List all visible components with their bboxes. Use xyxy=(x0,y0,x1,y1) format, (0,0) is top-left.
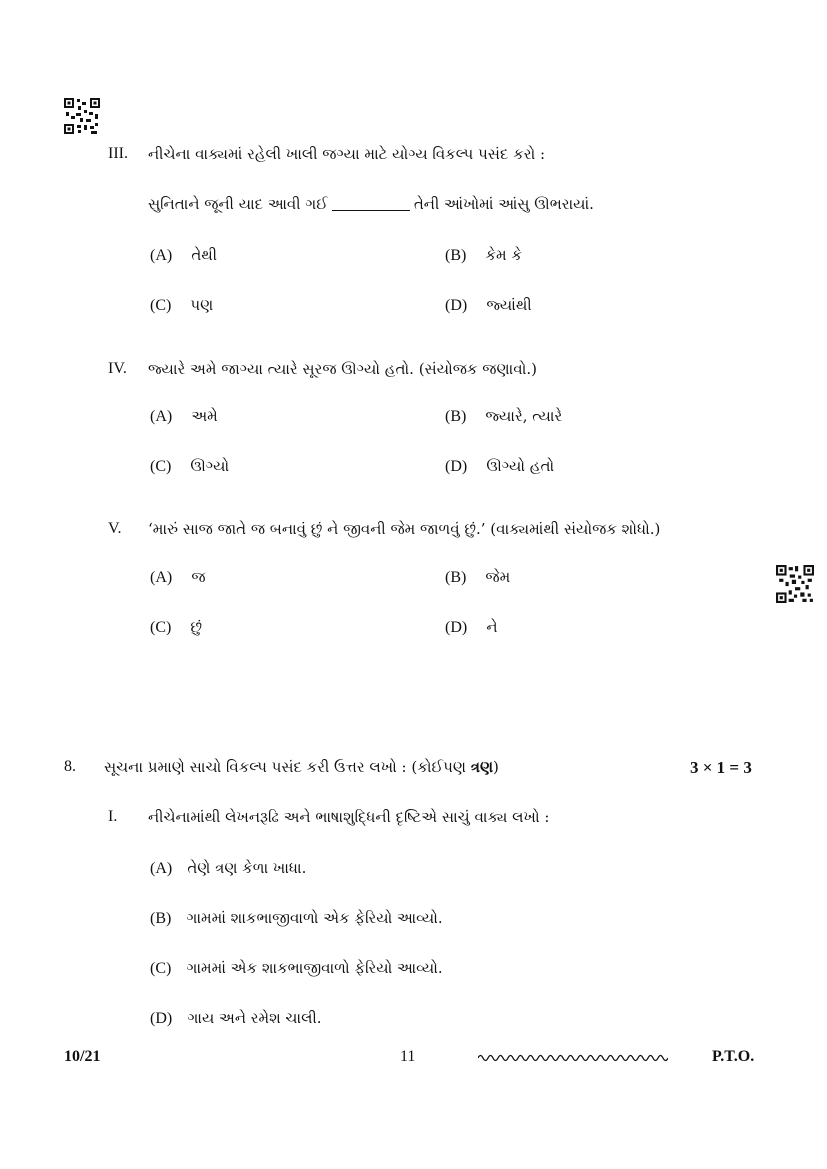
fill-in-blank xyxy=(332,210,410,211)
option-label: (C) xyxy=(150,297,172,314)
q3-number: III. xyxy=(108,145,128,162)
option-text: છું xyxy=(190,618,203,636)
q4-prompt: જ્યારે અમે જાગ્યા ત્યારે સૂરજ ઊગ્યો હતો. (સંયોજક જણાવો.) xyxy=(148,360,537,378)
option-label: (B) xyxy=(445,569,467,586)
option-text: તેણે ત્રણ કેળા ખાધા. xyxy=(187,859,307,877)
q8-sub1-prompt: નીચેનામાંથી લેખનરૂઢિ અને ભાષાશુદ્ધિની દૃષ્ટિએ સાચું વાક્ય લખો : xyxy=(148,808,550,826)
option-text: ને xyxy=(486,618,498,636)
option-text: ઊગ્યો હતો xyxy=(486,457,555,475)
q4-option-a xyxy=(150,406,218,426)
option-text: પણ xyxy=(190,296,214,314)
q5-option-c xyxy=(150,617,202,637)
q8-option-b xyxy=(150,908,443,928)
q8-prompt-text: સૂચના પ્રમાણે સાચો વિકલ્પ પસંદ કરી ઉત્તર લખો : (કોઈપણ xyxy=(104,758,466,776)
q5-prompt: ‘મારું સાજ જાતે જ બનાવું છું ને જીવની જેમ જાળવું છું.’ (વાક્યમાંથી સંયોજક શોધો.) xyxy=(148,520,661,538)
option-label: (A) xyxy=(150,860,173,877)
q8-marks: 3 × 1 = 3 xyxy=(690,758,752,777)
q3-sentence-part1: સુનિતાને જૂની યાદ આવી ગઈ xyxy=(148,195,328,213)
option-text: જેમ xyxy=(485,568,511,586)
q3-option-c xyxy=(150,295,213,315)
option-label: (B) xyxy=(445,247,467,264)
option-text: જ્યારે, ત્યારે xyxy=(485,407,563,425)
q5-option-a xyxy=(150,567,206,587)
paper-code: 10/21 xyxy=(64,1048,101,1065)
q3-option-b xyxy=(445,245,522,265)
q5-number: V. xyxy=(108,520,122,537)
q3-prompt: નીચેના વાક્યમાં રહેલી ખાલી જગ્યા માટે યોગ્ય વિકલ્પ પસંદ કરો : xyxy=(148,145,546,163)
option-label: (C) xyxy=(150,458,172,475)
option-label: (A) xyxy=(150,569,173,586)
option-label: (D) xyxy=(445,297,468,314)
option-text: ગામમાં એક શાકભાજીવાળો ફેરિયો આવ્યો. xyxy=(186,959,443,977)
q5-option-d xyxy=(445,617,498,637)
q8-option-a xyxy=(150,858,306,878)
option-label: (B) xyxy=(445,408,467,425)
q5-option-b xyxy=(445,567,510,587)
q3-sentence xyxy=(148,195,594,213)
option-text: કેમ કે xyxy=(485,246,522,264)
option-label: (D) xyxy=(150,1010,173,1027)
q8-number: 8. xyxy=(64,758,76,775)
page-number: 11 xyxy=(400,1048,416,1065)
option-text: અમે xyxy=(191,407,218,425)
option-label: (C) xyxy=(150,960,172,977)
option-label: (C) xyxy=(150,619,172,636)
option-label: (A) xyxy=(150,408,173,425)
option-text: ગામમાં શાકભાજીવાળો એક ફેરિયો આવ્યો. xyxy=(186,909,443,927)
q4-option-b xyxy=(445,406,562,426)
qr-code-top xyxy=(64,98,100,134)
option-label: (A) xyxy=(150,247,173,264)
q8-sub1-number: I. xyxy=(108,808,118,825)
option-text: તેથી xyxy=(191,246,218,264)
q8-prompt xyxy=(104,758,499,776)
option-label: (B) xyxy=(150,910,172,927)
q4-option-d xyxy=(445,456,554,476)
wavy-line-decoration xyxy=(478,1052,668,1064)
option-label: (D) xyxy=(445,458,468,475)
q8-prompt-bold: ત્રણ xyxy=(470,758,494,776)
option-text: જ્યાંથી xyxy=(486,296,532,314)
q3-option-a xyxy=(150,245,217,265)
q8-option-d xyxy=(150,1008,322,1028)
q4-number: IV. xyxy=(108,360,127,377)
qr-code-side xyxy=(776,565,814,603)
option-label: (D) xyxy=(445,619,468,636)
q3-sentence-part2: તેની આંખોમાં આંસુ ઊભરાયાં. xyxy=(413,195,594,213)
please-turn-over: P.T.O. xyxy=(712,1048,755,1065)
q8-prompt-end: ) xyxy=(493,758,499,776)
option-text: ઊગ્યો xyxy=(190,457,230,475)
option-text: ગાય અને રમેશ ચાલી. xyxy=(187,1009,322,1027)
option-text: જ xyxy=(191,568,206,586)
q3-option-d xyxy=(445,295,532,315)
q8-option-c xyxy=(150,958,443,978)
q4-option-c xyxy=(150,456,229,476)
